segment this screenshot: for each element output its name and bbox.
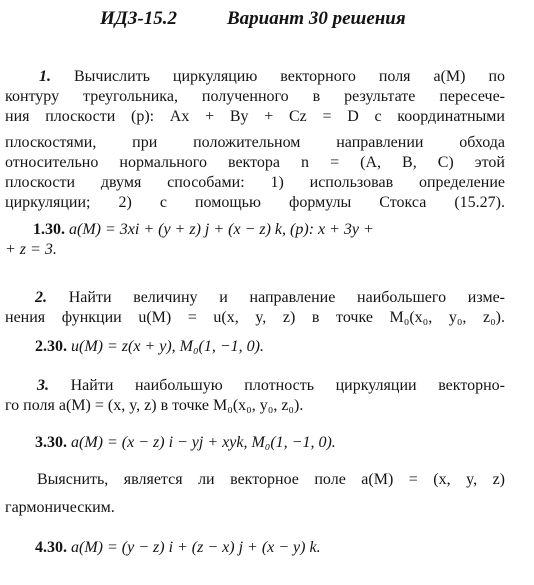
task-1-line-6: плоскости двумя способами: 1) использовав определение (5, 174, 505, 191)
task-1-text-1: Вычислить циркуляцию векторного поля a(M) по (73, 68, 506, 85)
example-1-formula-1: a(M) = 3xi + (y + z) j + (x − z) k, (p): x + 3y + (69, 221, 374, 238)
task-4 (5, 470, 505, 518)
example-3 (5, 433, 505, 453)
example-3-line (5, 433, 505, 453)
task-4-line-1: Выяснить, является ли векторное поле a(M) = (x, y, z) (37, 471, 505, 488)
task-1-line-4: плоскостями, при положительном направлении обхода (5, 134, 505, 151)
example-1 (5, 220, 505, 260)
document-header (0, 8, 534, 34)
example-2-formula: u(M) = z(x + y), M₀(1, −1, 0). (71, 338, 265, 355)
example-1-line-2 (5, 240, 505, 260)
example-1-number: 1.30. (33, 221, 65, 238)
task-2-text-1: Найти величину и направление наибольшего изме- (68, 289, 506, 306)
task-1-number: 1. (39, 68, 51, 85)
task-4-line-2: гармоническим. (5, 499, 115, 516)
header-assignment-id: ИДЗ-15.2 (100, 8, 178, 29)
example-3-formula: a(M) = (x − z) i − yj + xyk, M₀(1, −1, 0). (71, 434, 336, 451)
example-2 (5, 337, 505, 357)
example-2-line (5, 337, 505, 357)
example-1-formula-2: + z = 3. (5, 241, 57, 258)
task-1-line-3: ния плоскости (p): Ax + By + Cz = D с координатными (5, 108, 505, 125)
task-1-line-5: относительно нормального вектора n = (A, B, C) этой (5, 154, 505, 171)
task-3-line-1 (5, 376, 505, 396)
task-2-number: 2. (35, 289, 47, 306)
task-1-line-7: циркуляции; 2) с помощью формулы Стокса (15.27). (5, 194, 505, 211)
task-3 (5, 376, 505, 416)
task-1 (5, 67, 505, 213)
example-2-number: 2.30. (35, 338, 67, 355)
header-variant-title: Вариант 30 решения (227, 8, 406, 29)
task-2 (5, 288, 505, 328)
example-4-line (5, 538, 505, 558)
example-4-formula: a(M) = (y − z) i + (z − x) j + (x − y) k. (71, 539, 321, 556)
task-1-line-1 (5, 67, 505, 87)
example-4-number: 4.30. (35, 539, 67, 556)
example-3-number: 3.30. (35, 434, 67, 451)
task-2-line-1 (5, 288, 505, 308)
example-4 (5, 538, 505, 558)
example-1-line-1 (5, 220, 505, 240)
task-3-number: 3. (37, 377, 49, 394)
task-1-line-2: контуру треугольника, полученного в результате пересече- (5, 88, 505, 105)
task-2-line-2: нения функции u(M) = u(x, y, z) в точке M₀(x₀, y₀, z₀). (5, 309, 505, 326)
task-3-text-1: Найти наибольшую плотность циркуляции векторно- (70, 377, 505, 394)
task-3-line-2: го поля a(M) = (x, y, z) в точке M₀(x₀, y₀, z₀). (5, 397, 304, 414)
